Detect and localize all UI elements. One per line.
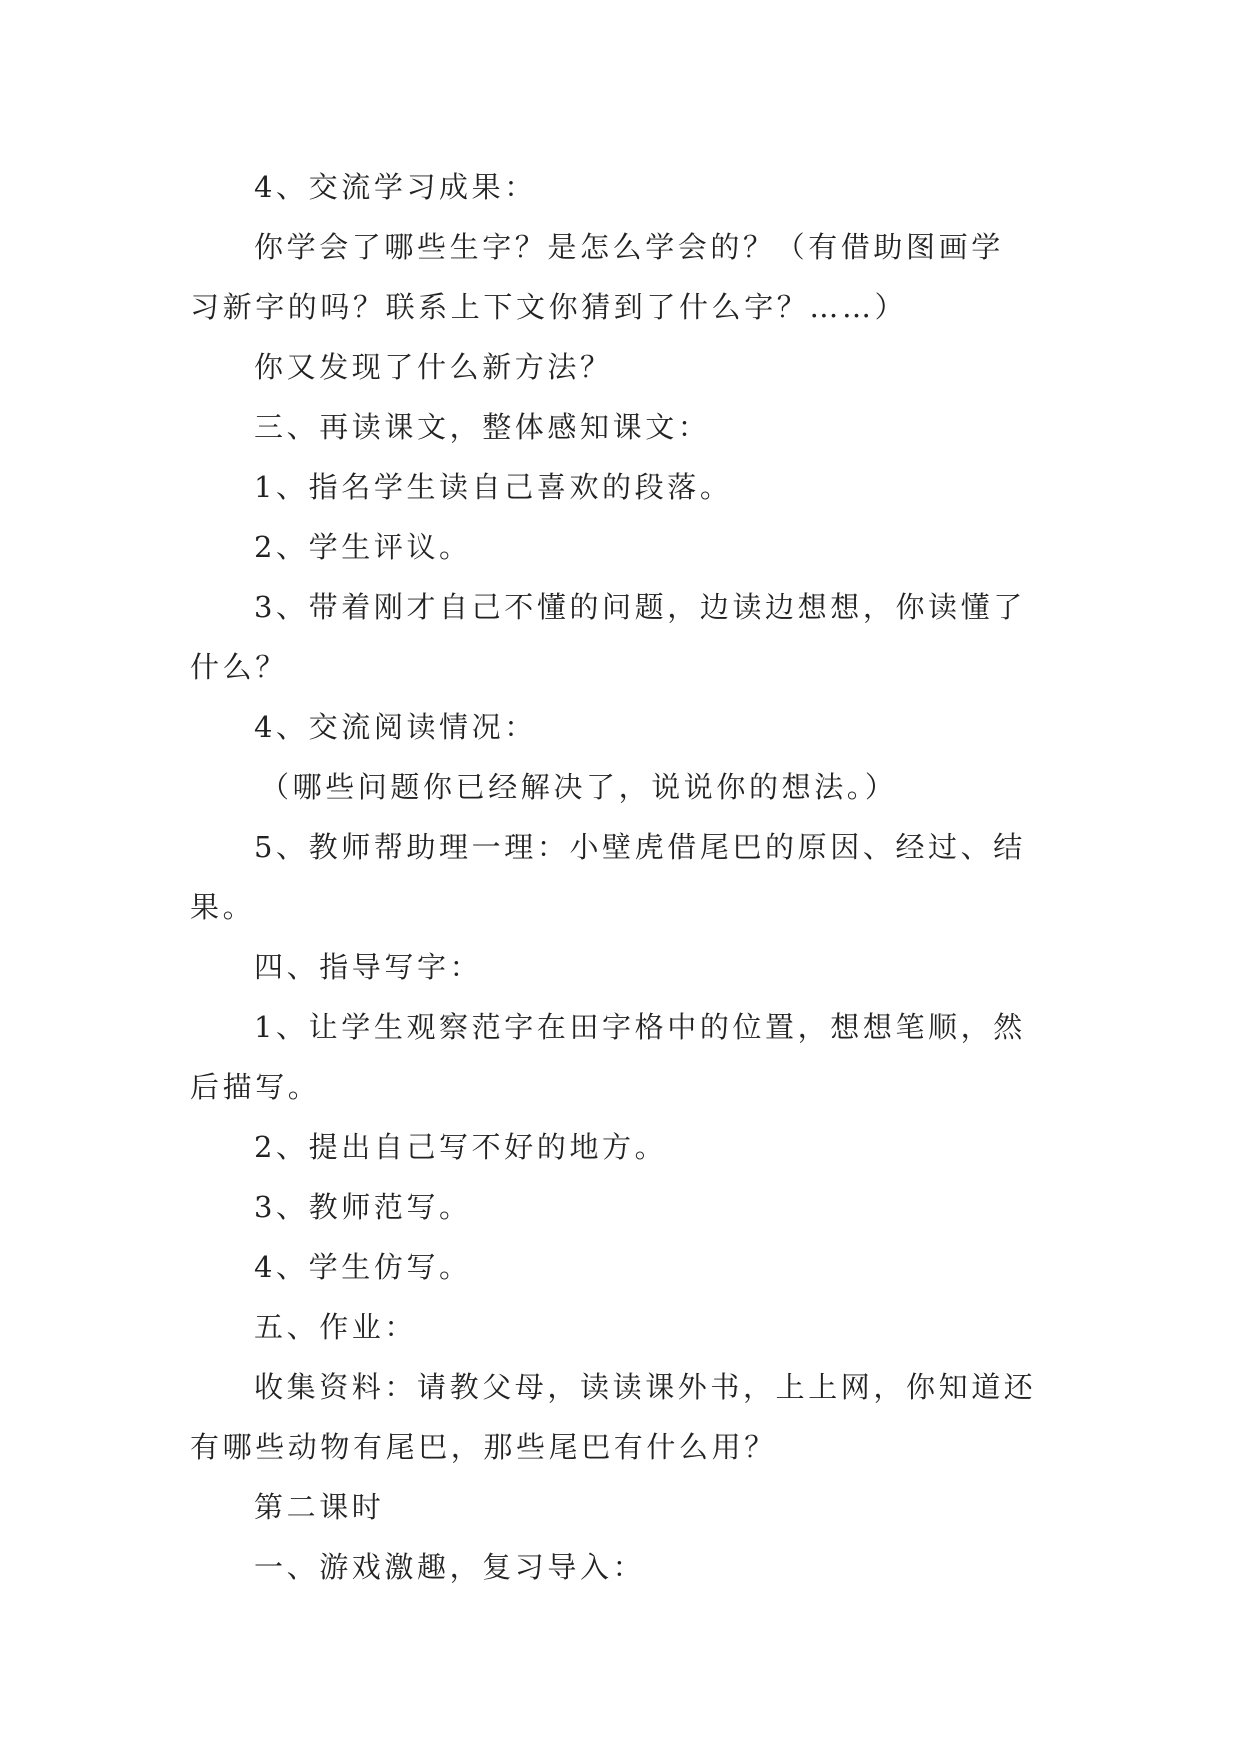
section-heading: 三、再读课文，整体感知课文：	[254, 410, 711, 444]
text-line: 有哪些动物有尾巴，那些尾巴有什么用？	[190, 1430, 777, 1464]
section-heading: 一、游戏激趣，复习导入：	[254, 1550, 646, 1584]
section-heading: 五、作业：	[254, 1310, 418, 1344]
text-line: 收集资料：请教父母，读读课外书，上上网，你知道还	[254, 1370, 1037, 1404]
lesson-heading: 第二课时	[254, 1490, 385, 1524]
text-line: 4、交流阅读情况：	[254, 710, 537, 744]
text-line: （哪些问题你已经解决了，说说你的想法。）	[260, 770, 898, 804]
text-line: 1、让学生观察范字在田字格中的位置，想想笔顺，然	[254, 1010, 1026, 1044]
text-line: 习新字的吗？联系上下文你猜到了什么字？……）	[190, 290, 908, 324]
text-line: 什么？	[190, 650, 288, 684]
text-line: 2、提出自己写不好的地方。	[254, 1130, 668, 1164]
text-line: 你学会了哪些生字？是怎么学会的？（有借助图画学	[254, 230, 1004, 264]
text-line: 1、指名学生读自己喜欢的段落。	[254, 470, 733, 504]
text-line: 3、带着刚才自己不懂的问题，边读边想想，你读懂了	[254, 590, 1026, 624]
text-line: 2、学生评议。	[254, 530, 472, 564]
section-heading: 四、指导写字：	[254, 950, 483, 984]
text-line: 3、教师范写。	[254, 1190, 472, 1224]
text-line: 后描写。	[190, 1070, 321, 1104]
text-line: 4、学生仿写。	[254, 1250, 472, 1284]
document-body	[190, 157, 1052, 1597]
text-line: 果。	[190, 890, 256, 924]
text-line: 5、教师帮助理一理：小壁虎借尾巴的原因、经过、结	[254, 830, 1026, 864]
text-line: 你又发现了什么新方法？	[254, 350, 613, 384]
text-line: 4、交流学习成果：	[254, 170, 537, 204]
